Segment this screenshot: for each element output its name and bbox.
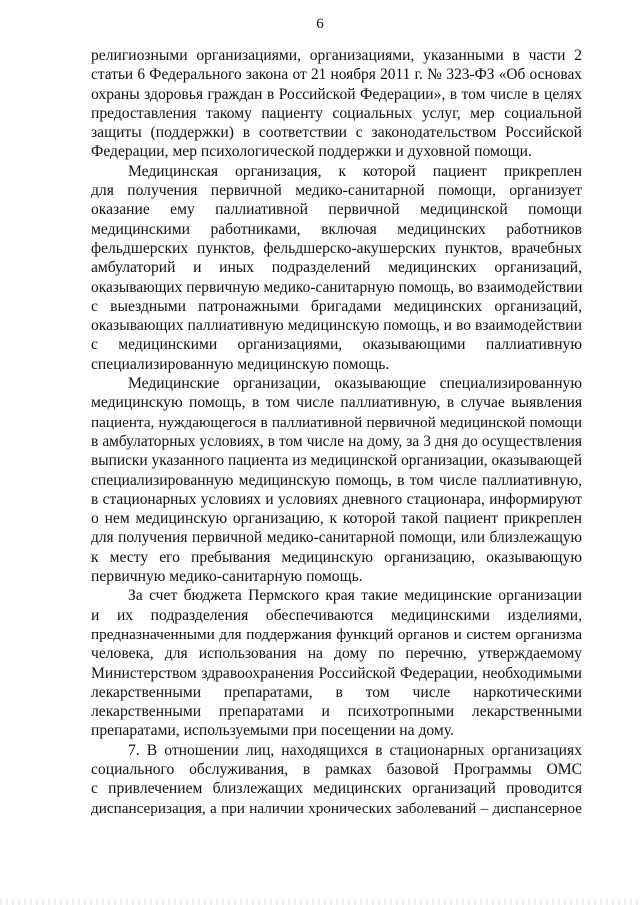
text-line: с выездными патронажными бригадами медицинских организаций, [91,297,582,315]
text-line: к месту его пребывания медицинскую организацию, оказывающую [91,548,582,566]
text-line: выписки указанного пациента из медицинской организации, оказывающей [91,452,582,470]
text-line: статьи 6 Федерального закона от 21 ноября 2011 г. № 323-ФЗ «Об основах [91,66,582,84]
text-line: социального обслуживания, в рамках базовой Программы ОМС [91,760,582,778]
text-line: фельдшерских пунктов, фельдшерско-акушерских пунктов, врачебных [91,239,582,257]
text-line: амбулаторий и иных подразделений медицинских организаций, [91,259,582,277]
text-line: человека, для использования на дому по перечню, утверждаемому [91,645,582,663]
text-line: охраны здоровья граждан в Российской Федерации», в том числе в целях [91,85,582,103]
text-line: Федерации, мер психологической поддержки и духовной помощи. [91,143,532,161]
text-line: диспансеризация, а при наличии хронических заболеваний – диспансерное [91,799,582,817]
text-line: Медицинские организации, оказывающие специализированную [128,375,582,393]
text-line: медицинскую помощь, в том числе паллиативную, в случае выявления [91,394,582,412]
text-line: Медицинская организация, к которой пациент прикреплен [128,162,582,180]
text-line: о нем медицинскую организацию, к которой такой пациент прикреплен [91,510,582,528]
text-line: защиты (поддержки) в соответствии с законодательством Российской [91,124,582,142]
page-number: 6 [316,16,324,32]
text-line: религиозными организациями, организациями, указанными в части 2 [91,47,582,64]
text-line: предоставления такому пациенту социальных услуг, мер социальной [91,104,582,122]
scan-edge [0,898,640,905]
text-line: оказывающих первичную медико-санитарную помощь, во взаимодействии [91,278,583,296]
text-line: и их подразделения обеспечиваются медицинскими изделиями, [91,606,582,624]
text-line: первичную медико-санитарную помощь. [91,568,363,586]
text-line: оказывающих паллиативную медицинскую помощь, и во взаимодействии [91,317,582,335]
text-line: пациента, нуждающегося в паллиативной первичной медицинской помощи [91,413,582,431]
text-line: За счет бюджета Пермского края такие медицинские организации [128,587,582,605]
text-line: предназначенными для поддержания функций органов и систем организма [91,625,582,643]
text-line: медицинскими работниками, включая медицинских работников [91,220,582,238]
text-line: для получения первичной медико-санитарной помощи, или близлежащую [91,529,582,547]
text-line: лекарственными препаратами и психотропными лекарственными [91,703,582,721]
document-body [91,46,582,818]
text-line: для получения первичной медико-санитарной помощи, организует [91,182,582,200]
text-line: в амбулаторных условиях, в том числе на дому, за 3 дня до осуществления [91,432,582,450]
text-line: оказание ему паллиативной первичной медицинской помощи [91,201,582,219]
text-line: Министерством здравоохранения Российской Федерации, необходимыми [91,664,582,682]
text-line: 7. В отношении лиц, находящихся в стационарных организациях [128,741,582,759]
text-line: специализированную медицинскую помощь, в том числе паллиативную, [91,471,582,489]
text-line: препаратами, используемыми при посещении на дому. [91,722,454,740]
text-line: в стационарных условиях и условиях дневного стационара, информируют [91,490,582,508]
text-line: с привлечением близлежащих медицинских организаций проводится [91,780,582,798]
text-line: лекарственными препаратами, в том числе наркотическими [91,683,582,701]
text-line: с медицинскими организациями, оказывающими паллиативную [91,336,582,354]
text-line: специализированную медицинскую помощь. [91,355,390,373]
